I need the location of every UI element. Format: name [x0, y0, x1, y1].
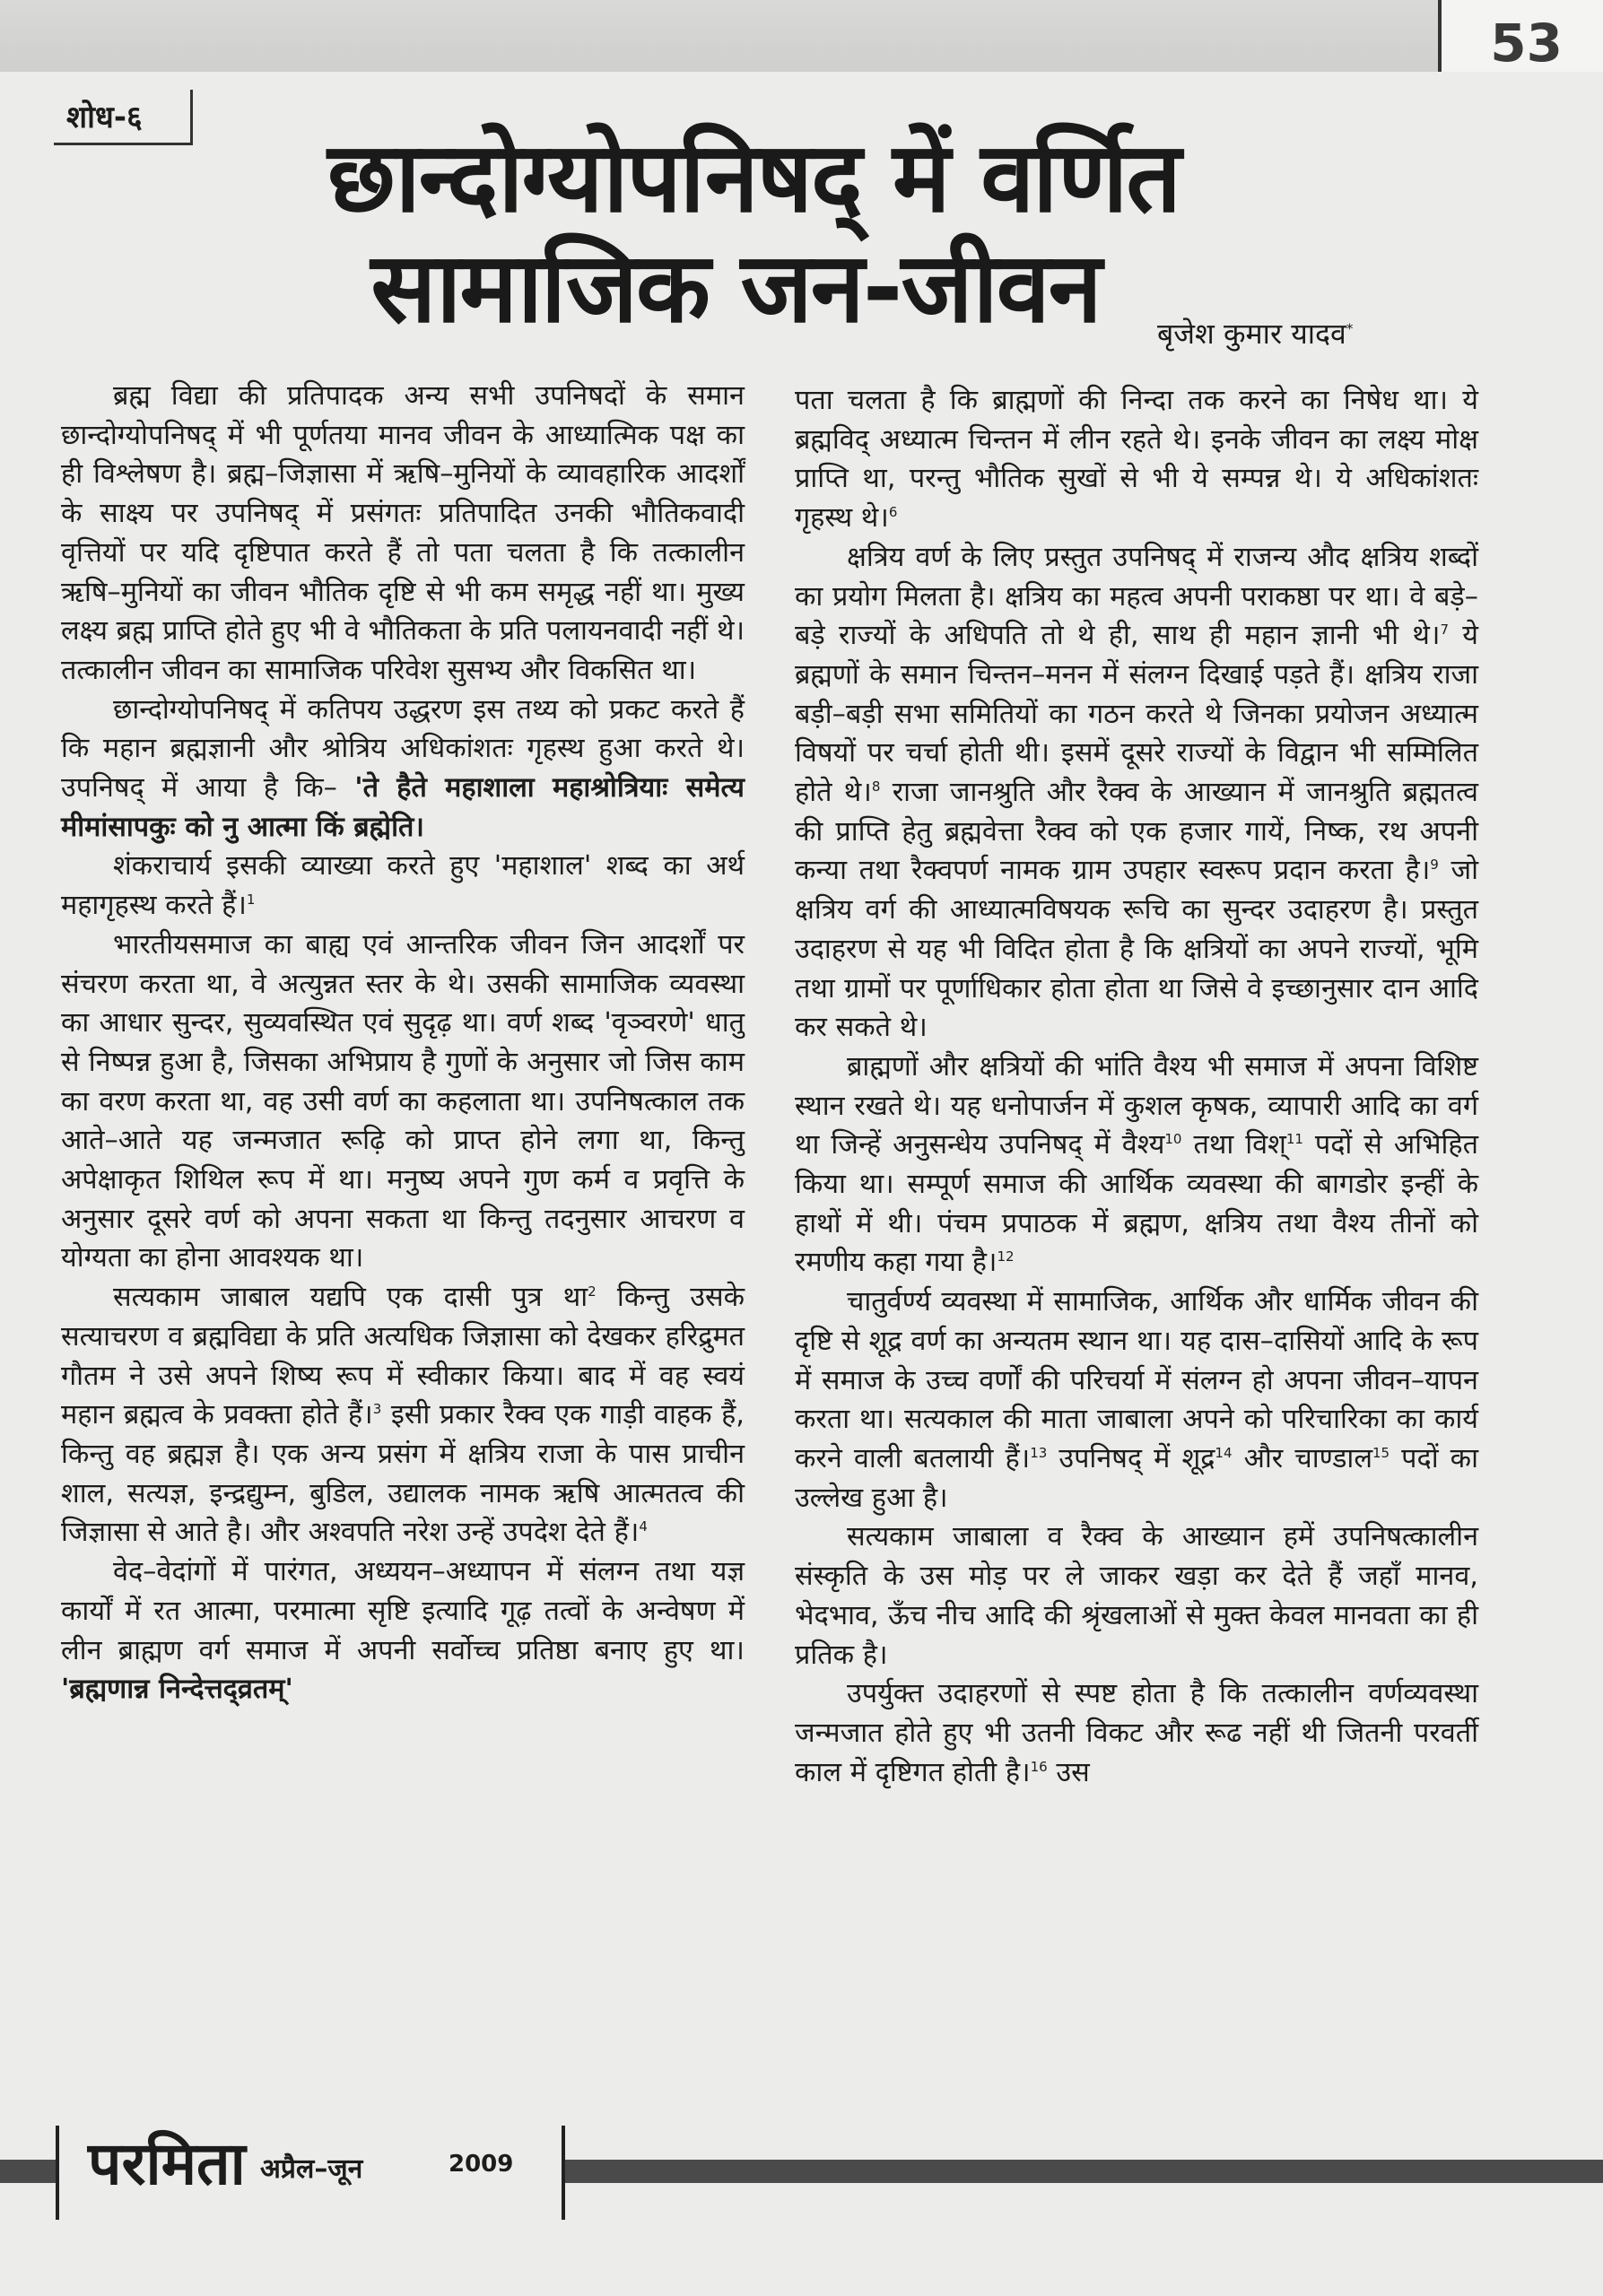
paragraph: सत्यकाम जाबाला व रैक्व के आख्यान हमें उपनिषत्कालीन संस्कृति के उस मोड़ पर ले जाकर खड़ा कर देते हैं जहाँ मानव, भेदभाव, ऊँच नीच आदि की श्रृंखलाओं से मुक्त केवल मानवता का ही प्रतिक है। [795, 1521, 1478, 1671]
page-number: 53 [1490, 13, 1563, 74]
paragraph: वेद–वेदांगों में पारंगत, अध्ययन–अध्यापन में संलग्न तथा यज्ञ कार्यों में रत आत्मा, परमात्मा सृष्टि इत्यादि गूढ़ तत्वों के अन्वेषण में लीन ब्राह्मण वर्ग समाज में अपनी सर्वोच्च प्रतिष्ठा बनाए हुए था। 'ब्रह्मणान्न निन्देत्तद्व्रतम्' [61, 1556, 745, 1706]
footnote-ref: 8 [871, 778, 881, 795]
footnote-ref: 2 [588, 1283, 597, 1300]
paragraph: सत्यकाम जाबाल यद्यपि एक दासी पुत्र था$^2$ किन्तु उसके सत्याचरण व ब्रह्मविद्या के प्रति अत्यधिक जिज्ञासा को देखकर हरिद्रुमत गौतम ने उसे अपने शिष्य रूप में स्वीकार किया। बाद में वह स्वयं महान ब्रह्मत्व के प्रवक्ता होते हैं।$^3$ इसी प्रकार रैक्व एक गाड़ी वाहक हैं, किन्तु वह ब्रह्मज्ञ है। एक अन्य प्रसंग में क्षत्रिय राजा के पास प्राचीन शाल, सत्यज्ञ, इन्द्रद्युम्न, बुडिल, उद्यालक नामक ऋषि आत्मतत्व की जिज्ञासा से आते है। और अश्वपति नरेश उन्हें उपदेश देते हैं।$^4$ [61, 1282, 745, 1549]
right-column [795, 381, 1478, 1792]
paragraph: क्षत्रिय वर्ण के लिए प्रस्तुत उपनिषद् में राजन्य औद क्षत्रिय शब्दों का प्रयोग मिलता है। क्षत्रिय का महत्व अपनी पराकष्ठा पर था। वे बड़े–बड़े राज्यों के अधिपति तो थे ही, साथ ही महान ज्ञानी भी थे।$^7$ ये ब्रह्मणों के समान चिन्तन–मनन में संलग्न दिखाई पड़ते हैं। क्षत्रिय राजा बड़ी–बड़ी सभा समितियों का गठन करते थे जिनका प्रयोजन अध्यात्म विषयों पर चर्चा होती थी। इसमें दूसरे राज्यों के विद्वान भी सम्मिलित होते थे।$^8$ राजा जानश्रुति और रैक्व के आख्यान में जानश्रुति ब्रह्मतत्व की प्राप्ति हेतु ब्रह्मवेत्ता रैक्व को एक हजार गायें, निष्क, रथ अपनी कन्या तथा रैक्वपर्ण नामक ग्राम उपहार स्वरूप प्रदान करता है।$^9$ जो क्षत्रिय वर्ग की आध्यात्मविषयक रूचि का सुन्दर उदाहरण है। प्रस्तुत उदाहरण से यह भी विदित होता है कि क्षत्रियों का अपने राज्यों, भूमि तथा ग्रामों पर पूर्णाधिकार होता होता था जिसे वे इच्छानुसार दान आदि कर सकते थे। [795, 541, 1478, 1044]
footnote-ref: 13 [1030, 1444, 1048, 1461]
footnote-ref: 4 [639, 1518, 648, 1535]
footnote-ref: 12 [997, 1248, 1015, 1265]
paragraph: चातुर्वर्ण्य व्यवस्था में सामाजिक, आर्थिक और धार्मिक जीवन की दृष्टि से शूद्र वर्ण का अन्यतम स्थान था। यह दास–दासियों आदि के रूप में समाज के उच्च वर्णों की परिचर्या में संलग्न हो अपना जीवन–यापन करता था। सत्यकाल की माता जाबाला अपने को परिचारिका का कार्य करने वाली बतलायी हैं।$^{13}$ उपनिषद् में शूद्र$^{14}$ और चाण्डाल$^{15}$ पदों का उल्लेख हुआ है। [795, 1286, 1478, 1514]
article-title-line1: छान्दोग्योपनिषद् में वर्णित [327, 122, 1180, 234]
footnote-ref: 9 [1430, 857, 1439, 874]
footnote-ref: 7 [1440, 622, 1449, 639]
footnote-ref: 15 [1372, 1444, 1390, 1461]
paragraph: भारतीयसमाज का बाह्य एवं आन्तरिक जीवन जिन आदर्शों पर संचरण करता था, वे अत्युन्नत स्तर के थे। उसकी सामाजिक व्यवस्था का आधार सुन्दर, सुव्यवस्थित एवं सुदृढ़ था। वर्ण शब्द 'वृञ्वरणे' धातु से निष्पन्न हुआ है, जिसका अभिप्राय है गुणों के अनुसार जो जिस काम का वरण करता था, वह उसी वर्ण का कहलाता था। उपनिषत्काल तक आते–आते यह जन्मजात रूढ़ि को प्राप्त होने लगा था, किन्तु अपेक्षाकृत शिथिल रूप में था। मनुष्य अपने गुण कर्म व प्रवृत्ति के अनुसार दूसरे वर्ण को अपना सकता था किन्तु तदनुसार आचरण व योग्यता का होना आवश्यक था। [61, 928, 745, 1274]
paragraph: पता चलता है कि ब्राह्मणों की निन्दा तक करने का निषेध था। ये ब्रह्मविद् अध्यात्म चिन्तन में लीन रहते थे। इनके जीवन का लक्ष्य मोक्ष प्राप्ति था, परन्तु भौतिक सुखों से भी ये सम्पन्न थे। ये अधिकांशतः गृहस्थ थे।$^6$ [795, 385, 1478, 535]
left-column [61, 377, 745, 1709]
footnote-ref: 16 [1030, 1758, 1048, 1775]
footnote-ref: 6 [888, 503, 898, 520]
article-title-line2: सामाजिक जन-जीवन [370, 232, 1101, 344]
footnote-ref: 3 [372, 1401, 382, 1418]
header-bar [0, 0, 1603, 72]
paragraph: शंकराचार्य इसकी व्याख्या करते हुए 'महाशाल' शब्द का अर्थ महागृहस्थ करते हैं।$^1$ [61, 850, 745, 922]
author-mark: * [1346, 320, 1354, 337]
quote: 'ब्रह्मणान्न निन्देत्तद्व्रतम्' [61, 1674, 293, 1706]
paragraph: ब्रह्म विद्या की प्रतिपादक अन्य सभी उपनिषदों के समान छान्दोग्योपनिषद् में भी पूर्णतया मानव जीवन के आध्यात्मिक पक्ष का ही विश्लेषण है। ब्रह्म–जिज्ञासा में ऋषि–मुनियों के व्यावहारिक आदर्शों के साक्ष्य पर उपनिषद् में प्रसंगतः प्रतिपादित उनकी भौतिकवादी वृत्तियों पर यदि दृष्टिपात करते हैं तो पता चलता है कि तत्कालीन ऋषि–मुनियों का जीवन भौतिक दृष्टि से भी कम समृद्ध नहीं था। मुख्य लक्ष्य ब्रह्म प्राप्ति होते हुए भी वे भौतिकता के प्रति पलायनवादी नहीं थे। तत्कालीन जीवन का सामाजिक परिवेश सुसभ्य और विकसित था। [61, 380, 745, 686]
footnote-ref: 10 [1164, 1131, 1182, 1148]
section-tag: शोध-६ [54, 90, 193, 145]
paragraph: उपर्युक्त उदाहरणों से स्पष्ट होता है कि तत्कालीन वर्णव्यवस्था जन्मजात होते हुए भी उतनी विकट और रूढ नहीं थी जितनी परवर्ती काल में दृष्टिगत होती है।$^{16}$ उस [795, 1678, 1478, 1788]
issue-year: 2009 [449, 2151, 514, 2178]
author-byline [1157, 314, 1353, 352]
quote: 'ते हैते महाशाला महाश्रोत्रियाः समेत्य मीमांसापकुः को नु आत्मा किं ब्रह्मेति। [61, 772, 745, 843]
author-name: बृजेश कुमार यादव [1157, 317, 1346, 351]
page-number-box [1438, 0, 1603, 72]
issue-label: अप्रैल–जून [260, 2153, 363, 2185]
paragraph: ब्राह्मणों और क्षत्रियों की भांति वैश्य भी समाज में अपना विशिष्ट स्थान रखते थे। यह धनोपार्जन में कुशल कृषक, व्यापारी आदि का वर्ग था जिन्हें अनुसन्धेय उपनिषद् में वैश्य$^{10}$ तथा विश्$^{11}$ पदों से अभिहित किया था। सम्पूर्ण समाज की आर्थिक व्यवस्था की बागडोर इन्हीं के हाथों में थी। पंचम प्रपाठक में ब्रह्मण, क्षत्रिय तथा वैश्य तीनों को रमणीय कहा गया है।$^{12}$ [795, 1050, 1478, 1279]
paragraph: छान्दोग्योपनिषद् में कतिपय उद्धरण इस तथ्य को प्रकट करते हैं कि महान ब्रह्मज्ञानी और श्रोत्रिय अधिकांशतः गृहस्थ हुआ करते थे। उपनिषद् में आया है कि– 'ते हैते महाशाला महाश्रोत्रियाः समेत्य मीमांसापकुः को नु आत्मा किं ब्रह्मेति। [61, 693, 745, 843]
footnote-ref: 11 [1285, 1131, 1303, 1148]
footnote-ref: 1 [246, 891, 256, 908]
footnote-ref: 14 [1215, 1444, 1233, 1461]
magazine-logo: परमिता [88, 2129, 246, 2198]
